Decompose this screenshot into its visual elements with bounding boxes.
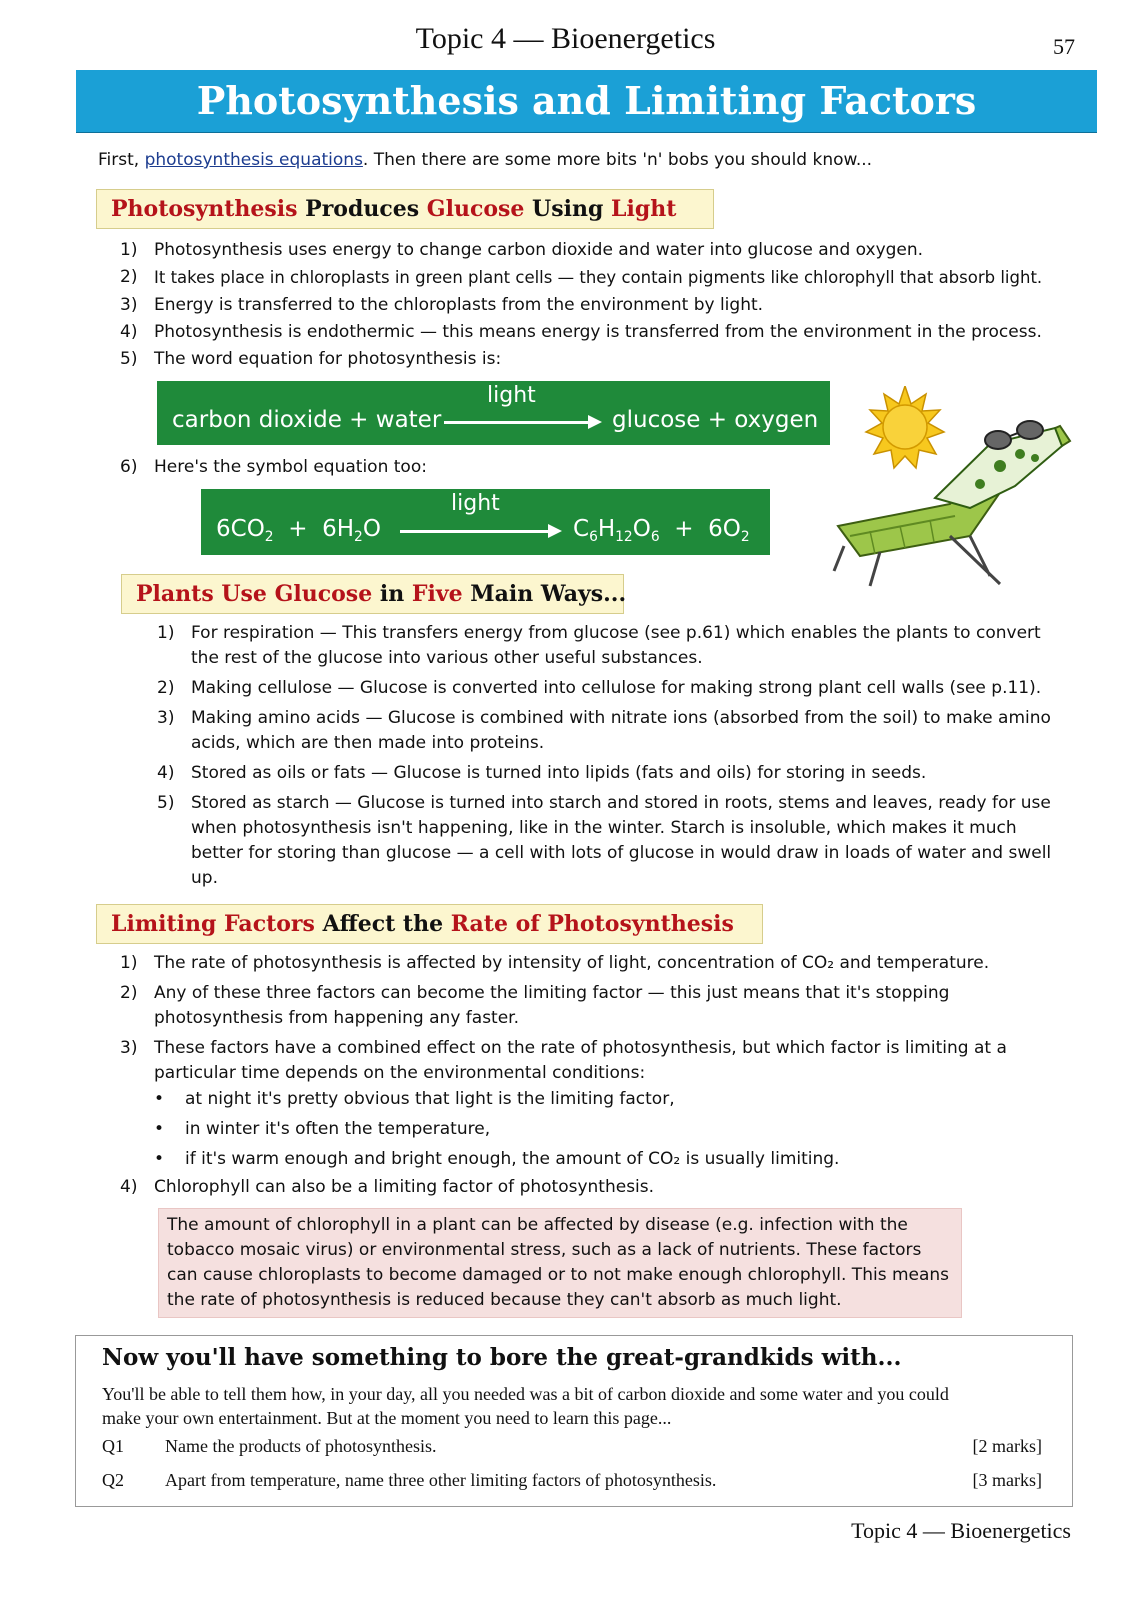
item-number: 2)	[157, 678, 175, 698]
heading-part: Limiting Factors	[111, 911, 315, 937]
list-item	[120, 1175, 1034, 1200]
item-number: 5)	[120, 349, 138, 369]
heading-part: Photosynthesis	[111, 196, 298, 222]
page-number: 57	[1053, 34, 1075, 59]
item-text: Photosynthesis uses energy to change carbon dioxide and water into glucose and oxygen.	[154, 240, 924, 260]
item-text: Energy is transferred to the chloroplasts from the environment by light.	[154, 295, 764, 315]
list-item	[157, 706, 1061, 756]
bullet-text: in winter it's often the temperature,	[185, 1119, 491, 1139]
list-item	[120, 1036, 1054, 1086]
intro-text	[98, 150, 872, 170]
item-text: Here's the symbol equation too:	[154, 457, 427, 477]
item-number: 3)	[157, 708, 175, 728]
question-number: Q1	[102, 1436, 124, 1456]
item-number: 4)	[157, 763, 175, 783]
item-text: Making amino acids — Glucose is combined with nitrate ions (absorbed from the soil) to make amino acids, which are then made into proteins.	[191, 708, 1051, 753]
item-number: 2)	[120, 983, 138, 1003]
item-number: 4)	[120, 1177, 138, 1197]
sun-icon	[866, 386, 944, 468]
sym: 6O	[708, 516, 741, 542]
item-text: These factors have a combined effect on the rate of photosynthesis, but which factor is limiting at a particular time depends on the environmental conditions:	[154, 1038, 1007, 1083]
question-marks: [3 marks]	[972, 1470, 1042, 1490]
sym-sub: 6	[650, 528, 660, 545]
title-banner	[76, 70, 1097, 133]
heading-part: Glucose	[426, 196, 525, 222]
list-item	[120, 951, 1054, 976]
bullet-text: at night it's pretty obvious that light is the limiting factor,	[185, 1089, 675, 1109]
item-text: The rate of photosynthesis is affected by intensity of light, concentration of CO₂ and temperature.	[154, 953, 990, 973]
intro-link[interactable]: photosynthesis equations	[144, 150, 363, 170]
word-equation-light: light	[487, 383, 536, 408]
list-item	[157, 676, 1061, 701]
question-marks: [2 marks]	[972, 1436, 1042, 1456]
item-number: 1)	[120, 953, 138, 973]
section-heading-photosynthesis	[96, 189, 714, 229]
question-number: Q2	[102, 1470, 124, 1490]
page-title: Photosynthesis and Limiting Factors	[196, 78, 977, 123]
page-footer-topic: Topic 4 — Bioenergetics	[851, 1518, 1071, 1543]
list-item	[120, 293, 1084, 318]
sym-sub: 2	[354, 528, 363, 545]
item-number: 6)	[120, 457, 138, 477]
item-text: Photosynthesis is endothermic — this means energy is transferred from the environment in the process.	[154, 322, 1042, 342]
bullet-item	[154, 1087, 1034, 1112]
item-text: Making cellulose — Glucose is converted into cellulose for making strong plant cell walls (see p.11).	[191, 678, 1042, 698]
heading-part: Produces	[297, 196, 427, 222]
item-text: For respiration — This transfers energy from glucose (see p.61) which enables the plants to convert the rest of the glucose into various other useful substances.	[191, 623, 1041, 668]
sym-sub: 2	[264, 528, 274, 545]
item-number: 3)	[120, 295, 138, 315]
list-item	[120, 981, 1054, 1031]
bullet-icon: •	[154, 1149, 165, 1169]
heading-part: in	[372, 581, 412, 607]
limiting-factors-list-cont	[120, 1175, 1034, 1202]
heading-part: Glucose	[274, 581, 373, 607]
glucose-uses-list	[157, 621, 1061, 893]
equation-arrow	[400, 530, 552, 533]
sym: O	[632, 516, 651, 542]
summary-box	[75, 1335, 1073, 1507]
list-item	[120, 238, 1084, 263]
item-number: 1)	[157, 623, 175, 643]
list-item	[120, 347, 1084, 372]
item-text: Stored as oils or fats — Glucose is turned into lipids (fats and oils) for storing in seeds.	[191, 763, 927, 783]
symbol-equation-box	[201, 489, 770, 555]
sym: 6H	[322, 516, 355, 542]
sym: +	[288, 516, 308, 542]
limiting-factors-list	[120, 951, 1054, 1088]
bullet-item	[154, 1117, 1034, 1142]
section-heading-glucose-uses	[121, 574, 627, 614]
item-text: The word equation for photosynthesis is:	[154, 349, 502, 369]
question-text: Apart from temperature, name three other limiting factors of photosynthesis.	[165, 1470, 717, 1490]
item-number: 1)	[120, 240, 138, 260]
symbol-equation-light: light	[451, 491, 500, 516]
symbol-equation-products	[573, 516, 750, 545]
summary-text: You'll be able to tell them how, in your day, all you needed was a bit of carbon dioxide and some water and you could make your own entertainment. But at the moment you need to learn this page...	[102, 1384, 949, 1428]
item-text: Chlorophyll can also be a limiting factor of photosynthesis.	[154, 1177, 655, 1197]
sym: +	[674, 516, 694, 542]
heading-part: Using	[524, 196, 612, 222]
summary-title: Now you'll have something to bore the great-grandkids with...	[102, 1344, 902, 1371]
intro-suffix: . Then there are some more bits 'n' bobs you should know...	[362, 150, 873, 170]
item-number: 3)	[120, 1038, 138, 1058]
sym: H	[597, 516, 616, 542]
heading-part: Plants Use	[136, 581, 275, 607]
word-equation-reactants: carbon dioxide + water	[172, 407, 442, 433]
item-text: Stored as starch — Glucose is turned into starch and stored in roots, stems and leaves, ready for use when photosynthesis isn't happening, like in the winter. Starch is insoluble, which makes it much better for storing than glucose — a cell with lots of glucose in would draw in loads of water and swell up.	[191, 793, 1052, 888]
section-heading-limiting-factors	[96, 904, 763, 944]
heading-part: Affect the	[314, 911, 451, 937]
photosynthesis-list-cont	[120, 455, 754, 482]
limiting-factors-bullets	[154, 1087, 1034, 1172]
sym: O	[362, 516, 381, 542]
symbol-equation-reactants	[216, 516, 381, 545]
list-item	[120, 455, 754, 480]
equation-arrow	[444, 421, 592, 424]
word-equation-box	[157, 381, 830, 445]
list-item	[120, 320, 1084, 345]
chlorophyll-note-box: The amount of chlorophyll in a plant can be affected by disease (e.g. infection with the tobacco mosaic virus) or environmental stress, such as a lack of nutrients. These factors can cause chloroplasts to become damaged or to not make enough chlorophyll. This means the rate of photosynthesis is reduced because they can't absorb as much light.	[158, 1208, 962, 1318]
item-number: 2)	[120, 267, 138, 287]
question-text: Name the products of photosynthesis.	[165, 1436, 437, 1456]
photosynthesis-list	[120, 238, 1084, 374]
page-header-topic: Topic 4 — Bioenergetics	[415, 22, 716, 55]
bullet-text: if it's warm enough and bright enough, the amount of CO₂ is usually limiting.	[185, 1149, 840, 1169]
intro-prefix: First,	[98, 150, 145, 170]
item-text: It takes place in chloroplasts in green plant cells — they contain pigments like chlorophyll that absorb light.	[154, 268, 1043, 287]
word-equation-products: glucose + oxygen	[612, 407, 819, 433]
sym: C	[573, 516, 590, 542]
sym: 6CO	[216, 516, 265, 542]
list-item	[157, 791, 1061, 891]
sym-sub: 6	[589, 528, 598, 545]
list-item	[157, 621, 1061, 671]
item-number: 4)	[120, 322, 138, 342]
bullet-icon: •	[154, 1089, 165, 1109]
sunbathing-leaf-illustration	[830, 386, 1080, 592]
heading-part: Five	[411, 581, 463, 607]
heading-part: Main Ways...	[462, 581, 627, 607]
list-item	[157, 761, 1061, 786]
sym-sub: 12	[615, 528, 633, 545]
list-item	[120, 265, 1084, 291]
item-number: 5)	[157, 793, 175, 813]
bullet-icon: •	[154, 1119, 165, 1139]
item-text: Any of these three factors can become the limiting factor — this just means that it's stopping photosynthesis from happening any faster.	[154, 983, 950, 1028]
sym-sub: 2	[740, 528, 750, 545]
heading-part: Light	[611, 196, 677, 222]
bullet-item	[154, 1147, 1034, 1172]
heading-part: Rate of Photosynthesis	[450, 911, 734, 937]
